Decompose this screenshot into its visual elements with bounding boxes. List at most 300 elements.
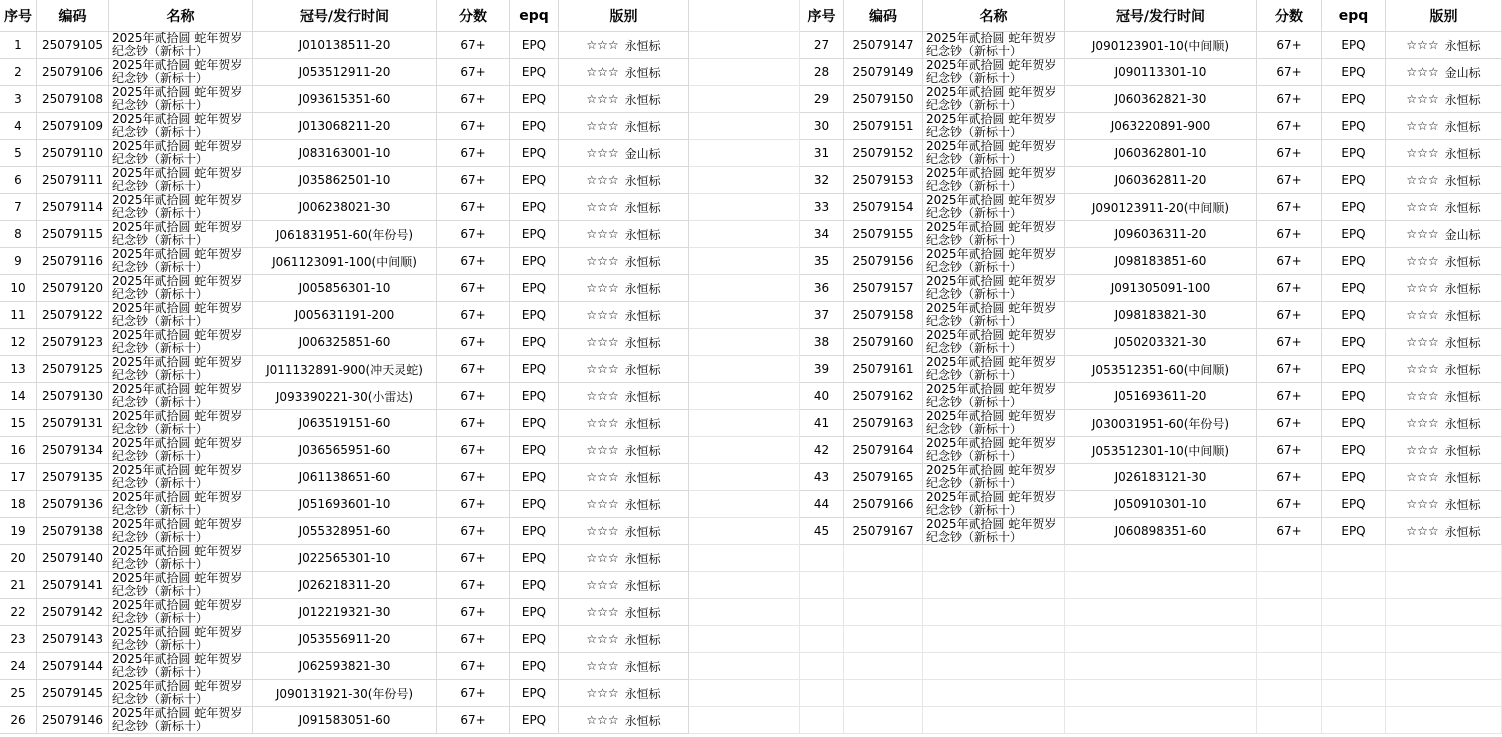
header-code[interactable] — [37, 0, 109, 32]
cell-code[interactable] — [37, 383, 109, 410]
cell-name[interactable] — [923, 221, 1065, 248]
cell-gap[interactable] — [689, 329, 800, 356]
cell-score[interactable] — [437, 653, 510, 680]
cell-seq[interactable] — [0, 59, 37, 86]
cell-score[interactable] — [1257, 437, 1322, 464]
cell-epq[interactable] — [510, 680, 559, 707]
cell-name[interactable] — [109, 221, 253, 248]
cell-serial[interactable] — [1065, 59, 1257, 86]
cell-edition[interactable] — [559, 707, 689, 734]
cell-edition[interactable] — [1386, 113, 1502, 140]
cell-edition[interactable] — [559, 356, 689, 383]
cell-epq[interactable] — [1322, 275, 1386, 302]
cell-epq[interactable] — [1322, 356, 1386, 383]
cell-serial[interactable] — [1065, 464, 1257, 491]
cell-epq[interactable] — [510, 572, 559, 599]
cell-serial[interactable] — [1065, 383, 1257, 410]
cell-gap[interactable] — [689, 707, 800, 734]
cell-epq[interactable] — [510, 32, 559, 59]
empty-cell-serial[interactable] — [1065, 653, 1257, 680]
cell-code[interactable] — [37, 626, 109, 653]
cell-serial[interactable] — [253, 59, 437, 86]
cell-seq[interactable] — [0, 437, 37, 464]
cell-serial[interactable] — [1065, 410, 1257, 437]
cell-code[interactable] — [844, 59, 923, 86]
cell-code[interactable] — [844, 491, 923, 518]
cell-score[interactable] — [437, 59, 510, 86]
cell-code[interactable] — [844, 194, 923, 221]
cell-serial[interactable] — [253, 275, 437, 302]
cell-code[interactable] — [844, 464, 923, 491]
cell-name[interactable] — [109, 707, 253, 734]
cell-code[interactable] — [37, 221, 109, 248]
cell-gap[interactable] — [689, 491, 800, 518]
cell-serial[interactable] — [1065, 275, 1257, 302]
cell-gap[interactable] — [689, 464, 800, 491]
cell-seq[interactable] — [800, 113, 844, 140]
cell-epq[interactable] — [510, 707, 559, 734]
cell-name[interactable] — [923, 437, 1065, 464]
header-edition[interactable] — [559, 0, 689, 32]
cell-edition[interactable] — [559, 86, 689, 113]
cell-name[interactable] — [923, 491, 1065, 518]
cell-serial[interactable] — [1065, 32, 1257, 59]
cell-seq[interactable] — [0, 302, 37, 329]
cell-seq[interactable] — [0, 113, 37, 140]
cell-name[interactable] — [923, 518, 1065, 545]
cell-score[interactable] — [437, 86, 510, 113]
cell-score[interactable] — [1257, 32, 1322, 59]
cell-name[interactable] — [109, 275, 253, 302]
cell-score[interactable] — [437, 248, 510, 275]
cell-serial[interactable] — [1065, 437, 1257, 464]
cell-code[interactable] — [844, 113, 923, 140]
cell-seq[interactable] — [0, 32, 37, 59]
cell-score[interactable] — [437, 518, 510, 545]
cell-seq[interactable] — [0, 275, 37, 302]
cell-edition[interactable] — [1386, 194, 1502, 221]
empty-cell-epq[interactable] — [1322, 653, 1386, 680]
empty-cell-code[interactable] — [844, 707, 923, 734]
cell-epq[interactable] — [510, 329, 559, 356]
empty-cell-name[interactable] — [923, 653, 1065, 680]
cell-edition[interactable] — [559, 248, 689, 275]
empty-cell-name[interactable] — [923, 680, 1065, 707]
cell-code[interactable] — [37, 491, 109, 518]
empty-cell-epq[interactable] — [1322, 680, 1386, 707]
cell-code[interactable] — [37, 32, 109, 59]
cell-code[interactable] — [844, 518, 923, 545]
cell-score[interactable] — [1257, 140, 1322, 167]
empty-cell-code[interactable] — [844, 572, 923, 599]
cell-epq[interactable] — [510, 302, 559, 329]
cell-gap[interactable] — [689, 518, 800, 545]
cell-seq[interactable] — [800, 518, 844, 545]
cell-serial[interactable] — [253, 410, 437, 437]
cell-edition[interactable] — [1386, 518, 1502, 545]
cell-gap[interactable] — [689, 626, 800, 653]
cell-name[interactable] — [109, 329, 253, 356]
cell-seq[interactable] — [0, 707, 37, 734]
cell-name[interactable] — [923, 86, 1065, 113]
cell-seq[interactable] — [0, 329, 37, 356]
cell-score[interactable] — [437, 140, 510, 167]
cell-code[interactable] — [37, 599, 109, 626]
cell-code[interactable] — [37, 518, 109, 545]
cell-epq[interactable] — [1322, 410, 1386, 437]
cell-seq[interactable] — [0, 140, 37, 167]
cell-score[interactable] — [437, 464, 510, 491]
cell-score[interactable] — [1257, 302, 1322, 329]
cell-epq[interactable] — [510, 113, 559, 140]
cell-score[interactable] — [437, 113, 510, 140]
cell-name[interactable] — [923, 167, 1065, 194]
cell-code[interactable] — [844, 221, 923, 248]
cell-edition[interactable] — [559, 653, 689, 680]
cell-edition[interactable] — [1386, 410, 1502, 437]
cell-seq[interactable] — [800, 383, 844, 410]
cell-serial[interactable] — [1065, 302, 1257, 329]
cell-name[interactable] — [109, 248, 253, 275]
cell-epq[interactable] — [510, 221, 559, 248]
cell-name[interactable] — [109, 680, 253, 707]
cell-serial[interactable] — [253, 464, 437, 491]
cell-epq[interactable] — [510, 356, 559, 383]
cell-name[interactable] — [109, 545, 253, 572]
cell-serial[interactable] — [253, 194, 437, 221]
cell-name[interactable] — [109, 32, 253, 59]
cell-epq[interactable] — [510, 518, 559, 545]
cell-seq[interactable] — [0, 248, 37, 275]
cell-epq[interactable] — [510, 248, 559, 275]
empty-cell-score[interactable] — [1257, 572, 1322, 599]
cell-seq[interactable] — [0, 518, 37, 545]
cell-epq[interactable] — [1322, 194, 1386, 221]
cell-seq[interactable] — [800, 356, 844, 383]
cell-gap[interactable] — [689, 221, 800, 248]
cell-serial[interactable] — [1065, 329, 1257, 356]
header-epq[interactable] — [1322, 0, 1386, 32]
cell-serial[interactable] — [1065, 140, 1257, 167]
cell-serial[interactable] — [253, 599, 437, 626]
cell-edition[interactable] — [559, 140, 689, 167]
cell-code[interactable] — [844, 167, 923, 194]
empty-cell-score[interactable] — [1257, 707, 1322, 734]
cell-edition[interactable] — [559, 437, 689, 464]
cell-name[interactable] — [109, 437, 253, 464]
empty-cell-edition[interactable] — [1386, 653, 1502, 680]
cell-score[interactable] — [437, 707, 510, 734]
cell-score[interactable] — [437, 167, 510, 194]
cell-edition[interactable] — [559, 32, 689, 59]
cell-seq[interactable] — [800, 410, 844, 437]
cell-serial[interactable] — [253, 707, 437, 734]
cell-score[interactable] — [1257, 356, 1322, 383]
header-serial[interactable] — [1065, 0, 1257, 32]
cell-seq[interactable] — [0, 545, 37, 572]
cell-epq[interactable] — [1322, 86, 1386, 113]
empty-cell-edition[interactable] — [1386, 626, 1502, 653]
cell-edition[interactable] — [1386, 32, 1502, 59]
cell-serial[interactable] — [253, 329, 437, 356]
cell-name[interactable] — [109, 302, 253, 329]
cell-name[interactable] — [109, 383, 253, 410]
cell-gap[interactable] — [689, 32, 800, 59]
cell-serial[interactable] — [253, 356, 437, 383]
cell-code[interactable] — [37, 86, 109, 113]
cell-serial[interactable] — [253, 113, 437, 140]
cell-serial[interactable] — [1065, 356, 1257, 383]
cell-serial[interactable] — [253, 518, 437, 545]
cell-epq[interactable] — [1322, 383, 1386, 410]
cell-epq[interactable] — [1322, 302, 1386, 329]
cell-seq[interactable] — [0, 599, 37, 626]
empty-cell-serial[interactable] — [1065, 680, 1257, 707]
cell-seq[interactable] — [800, 437, 844, 464]
empty-cell-code[interactable] — [844, 545, 923, 572]
cell-code[interactable] — [37, 329, 109, 356]
cell-score[interactable] — [1257, 275, 1322, 302]
cell-edition[interactable] — [1386, 329, 1502, 356]
cell-name[interactable] — [109, 140, 253, 167]
cell-serial[interactable] — [1065, 167, 1257, 194]
cell-score[interactable] — [1257, 464, 1322, 491]
cell-gap[interactable] — [689, 302, 800, 329]
empty-cell-score[interactable] — [1257, 653, 1322, 680]
cell-name[interactable] — [109, 599, 253, 626]
empty-cell-code[interactable] — [844, 680, 923, 707]
cell-code[interactable] — [844, 329, 923, 356]
cell-epq[interactable] — [1322, 140, 1386, 167]
cell-seq[interactable] — [800, 221, 844, 248]
cell-code[interactable] — [844, 437, 923, 464]
cell-code[interactable] — [37, 707, 109, 734]
cell-code[interactable] — [37, 248, 109, 275]
cell-code[interactable] — [37, 410, 109, 437]
cell-name[interactable] — [109, 572, 253, 599]
cell-seq[interactable] — [800, 140, 844, 167]
cell-edition[interactable] — [1386, 248, 1502, 275]
cell-seq[interactable] — [0, 221, 37, 248]
empty-cell-name[interactable] — [923, 545, 1065, 572]
empty-cell-score[interactable] — [1257, 545, 1322, 572]
cell-serial[interactable] — [253, 626, 437, 653]
cell-code[interactable] — [37, 356, 109, 383]
cell-edition[interactable] — [1386, 167, 1502, 194]
header-epq[interactable] — [510, 0, 559, 32]
cell-score[interactable] — [437, 437, 510, 464]
cell-code[interactable] — [844, 140, 923, 167]
empty-cell-name[interactable] — [923, 572, 1065, 599]
cell-serial[interactable] — [253, 653, 437, 680]
cell-serial[interactable] — [1065, 86, 1257, 113]
cell-gap[interactable] — [689, 680, 800, 707]
cell-gap[interactable] — [689, 140, 800, 167]
cell-epq[interactable] — [510, 491, 559, 518]
header-serial[interactable] — [253, 0, 437, 32]
empty-cell-serial[interactable] — [1065, 545, 1257, 572]
cell-name[interactable] — [109, 626, 253, 653]
cell-edition[interactable] — [1386, 221, 1502, 248]
cell-score[interactable] — [1257, 410, 1322, 437]
cell-name[interactable] — [109, 59, 253, 86]
cell-code[interactable] — [37, 275, 109, 302]
cell-code[interactable] — [37, 545, 109, 572]
cell-serial[interactable] — [253, 86, 437, 113]
cell-epq[interactable] — [510, 86, 559, 113]
cell-gap[interactable] — [689, 356, 800, 383]
header-score[interactable] — [1257, 0, 1322, 32]
header-name[interactable] — [109, 0, 253, 32]
cell-serial[interactable] — [253, 545, 437, 572]
cell-serial[interactable] — [253, 437, 437, 464]
empty-cell-epq[interactable] — [1322, 707, 1386, 734]
cell-code[interactable] — [37, 572, 109, 599]
cell-gap[interactable] — [689, 86, 800, 113]
cell-epq[interactable] — [510, 653, 559, 680]
cell-edition[interactable] — [559, 680, 689, 707]
cell-score[interactable] — [437, 302, 510, 329]
empty-cell-serial[interactable] — [1065, 707, 1257, 734]
empty-cell-name[interactable] — [923, 707, 1065, 734]
cell-score[interactable] — [1257, 86, 1322, 113]
cell-seq[interactable] — [800, 59, 844, 86]
cell-score[interactable] — [437, 383, 510, 410]
cell-score[interactable] — [1257, 329, 1322, 356]
cell-epq[interactable] — [1322, 464, 1386, 491]
cell-edition[interactable] — [1386, 86, 1502, 113]
cell-score[interactable] — [437, 329, 510, 356]
empty-cell-score[interactable] — [1257, 626, 1322, 653]
cell-serial[interactable] — [1065, 491, 1257, 518]
cell-seq[interactable] — [800, 275, 844, 302]
cell-score[interactable] — [1257, 221, 1322, 248]
header-name[interactable] — [923, 0, 1065, 32]
empty-cell-name[interactable] — [923, 599, 1065, 626]
cell-gap[interactable] — [689, 275, 800, 302]
cell-epq[interactable] — [1322, 167, 1386, 194]
cell-score[interactable] — [437, 32, 510, 59]
cell-code[interactable] — [37, 59, 109, 86]
cell-epq[interactable] — [510, 464, 559, 491]
cell-score[interactable] — [1257, 59, 1322, 86]
cell-name[interactable] — [923, 464, 1065, 491]
cell-serial[interactable] — [253, 302, 437, 329]
cell-edition[interactable] — [559, 302, 689, 329]
cell-code[interactable] — [37, 302, 109, 329]
header-score[interactable] — [437, 0, 510, 32]
cell-serial[interactable] — [1065, 194, 1257, 221]
cell-name[interactable] — [109, 113, 253, 140]
cell-score[interactable] — [437, 626, 510, 653]
empty-cell-seq[interactable] — [800, 572, 844, 599]
cell-edition[interactable] — [1386, 302, 1502, 329]
cell-edition[interactable] — [1386, 383, 1502, 410]
empty-cell-code[interactable] — [844, 626, 923, 653]
cell-seq[interactable] — [800, 32, 844, 59]
cell-serial[interactable] — [253, 140, 437, 167]
cell-gap[interactable] — [689, 545, 800, 572]
cell-edition[interactable] — [1386, 275, 1502, 302]
cell-edition[interactable] — [559, 545, 689, 572]
cell-score[interactable] — [437, 356, 510, 383]
cell-score[interactable] — [1257, 491, 1322, 518]
cell-seq[interactable] — [0, 491, 37, 518]
empty-cell-serial[interactable] — [1065, 572, 1257, 599]
empty-cell-seq[interactable] — [800, 653, 844, 680]
cell-serial[interactable] — [253, 491, 437, 518]
empty-cell-serial[interactable] — [1065, 626, 1257, 653]
empty-cell-seq[interactable] — [800, 626, 844, 653]
cell-code[interactable] — [844, 248, 923, 275]
cell-name[interactable] — [109, 86, 253, 113]
empty-cell-edition[interactable] — [1386, 680, 1502, 707]
cell-edition[interactable] — [1386, 140, 1502, 167]
cell-seq[interactable] — [0, 410, 37, 437]
empty-cell-edition[interactable] — [1386, 707, 1502, 734]
cell-epq[interactable] — [510, 140, 559, 167]
cell-edition[interactable] — [1386, 464, 1502, 491]
cell-seq[interactable] — [0, 653, 37, 680]
cell-name[interactable] — [109, 356, 253, 383]
cell-epq[interactable] — [1322, 518, 1386, 545]
cell-code[interactable] — [37, 680, 109, 707]
cell-epq[interactable] — [1322, 437, 1386, 464]
cell-score[interactable] — [1257, 194, 1322, 221]
cell-epq[interactable] — [1322, 248, 1386, 275]
empty-cell-serial[interactable] — [1065, 599, 1257, 626]
cell-edition[interactable] — [559, 491, 689, 518]
header-edition[interactable] — [1386, 0, 1502, 32]
header-seq[interactable] — [800, 0, 844, 32]
cell-name[interactable] — [109, 491, 253, 518]
cell-score[interactable] — [437, 572, 510, 599]
cell-score[interactable] — [437, 491, 510, 518]
cell-gap[interactable] — [689, 410, 800, 437]
cell-seq[interactable] — [800, 329, 844, 356]
cell-score[interactable] — [437, 275, 510, 302]
cell-seq[interactable] — [800, 464, 844, 491]
cell-score[interactable] — [1257, 518, 1322, 545]
cell-epq[interactable] — [510, 59, 559, 86]
cell-edition[interactable] — [1386, 491, 1502, 518]
cell-name[interactable] — [923, 356, 1065, 383]
cell-name[interactable] — [923, 383, 1065, 410]
cell-serial[interactable] — [1065, 518, 1257, 545]
cell-name[interactable] — [923, 410, 1065, 437]
cell-edition[interactable] — [559, 221, 689, 248]
cell-code[interactable] — [844, 86, 923, 113]
cell-edition[interactable] — [559, 167, 689, 194]
cell-edition[interactable] — [559, 113, 689, 140]
cell-gap[interactable] — [689, 653, 800, 680]
empty-cell-epq[interactable] — [1322, 545, 1386, 572]
cell-score[interactable] — [437, 680, 510, 707]
cell-edition[interactable] — [559, 599, 689, 626]
cell-name[interactable] — [109, 464, 253, 491]
cell-name[interactable] — [109, 518, 253, 545]
empty-cell-seq[interactable] — [800, 707, 844, 734]
cell-seq[interactable] — [0, 464, 37, 491]
cell-epq[interactable] — [1322, 329, 1386, 356]
cell-serial[interactable] — [1065, 248, 1257, 275]
cell-score[interactable] — [1257, 248, 1322, 275]
cell-code[interactable] — [844, 383, 923, 410]
cell-epq[interactable] — [1322, 491, 1386, 518]
cell-code[interactable] — [37, 113, 109, 140]
cell-code[interactable] — [37, 653, 109, 680]
cell-name[interactable] — [109, 167, 253, 194]
